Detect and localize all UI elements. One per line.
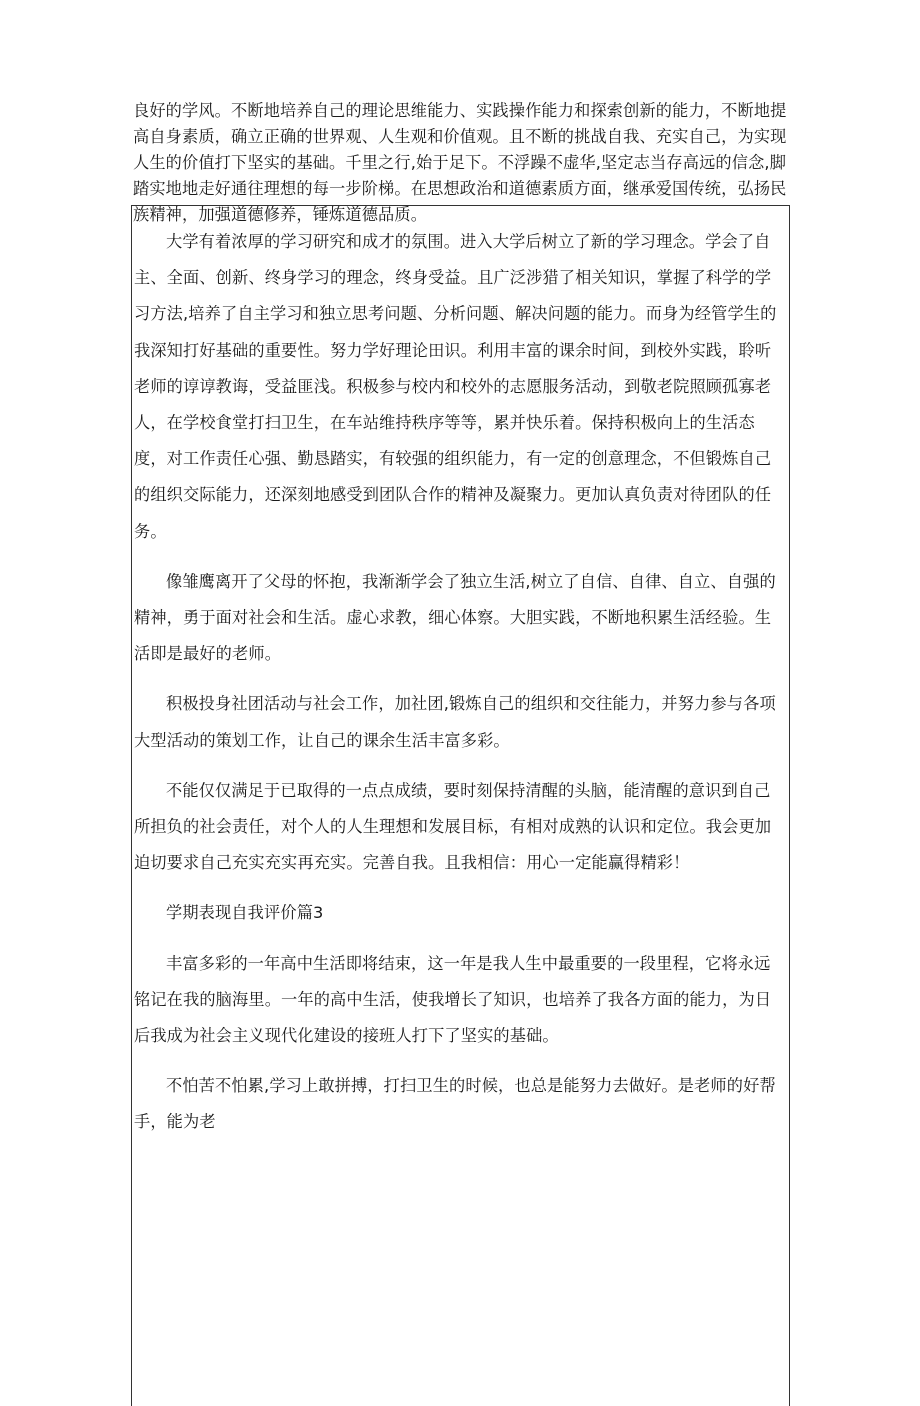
framed-content — [134, 224, 786, 1155]
paragraph-responsibility: 不能仅仅满足于已取得的一点点成绩，要时刻保持清醒的头脑，能清醒的意识到自己所担负的社会责任，对个人的人生理想和发展目标，有相对成熟的认识和定位。我会更加迫切要求自己充实充实再充实。完善自我。且我相信：用心一定能赢得精彩！ — [134, 780, 772, 873]
section-heading: 学期表现自我评价篇3 — [166, 903, 324, 923]
paragraph-study-atmosphere: 大学有着浓厚的学习研究和成才的氛围。进入大学后树立了新的学习理念。学会了自主、全面、创新、终身学习的理念，终身受益。且广泛涉猎了相关知识，掌握了科学的学习方法,培养了自主学习和独立思考问题、分析问题、解决问题的能力。而身为经管学生的我深知打好基础的重要性。努力学好理论田识。利用丰富的课余时间，到校外实践，聆听老师的谆谆教诲，受益匪浅。积极参与校内和校外的志愿服务活动，到敬老院照顾孤寡老人，在学校食堂打扫卫生，在车站维持秩序等等，累并快乐着。保持积极向上的生活态度，对工作责任心强、勤恳踏实，有较强的组织能力，有一定的创意理念，不但锻炼自己的组织交际能力，还深刻地感受到团队合作的精神及凝聚力。更加认真负责对待团队的任务。 — [134, 232, 777, 541]
paragraph-independent-life: 像雏鹰离开了父母的怀抱，我渐渐学会了独立生活,树立了自信、自律、自立、自强的精神，勇于面对社会和生活。虚心求教，细心体察。大胆实践，不断地积累生活经验。生活即是最好的老师。 — [134, 571, 776, 664]
top-paragraph: 良好的学风。不断地培养自己的理论思维能力、实践操作能力和探索创新的能力，不断地提高自身素质，确立正确的世界观、人生观和价值观。且不断的挑战自我、充实自己，为实现人生的价值打下坚实的基础。千里之行,始于足下。不浮躁不虚华,坚定志当存高远的信念,脚踏实地地走好通往理想的每一步阶梯。在思想政治和道德素质方面，继承爱国传统，弘扬民族精神，加强道德修养，锤炼道德品质。 — [133, 101, 787, 224]
paragraph-club-activities: 积极投身社团活动与社会工作，加社团,锻炼自己的组织和交往能力，并努力参与各项大型活动的策划工作，让自己的课余生活丰富多彩。 — [134, 694, 776, 750]
paragraph-hard-work: 不怕苦不怕累,学习上敢拼搏，打扫卫生的时候，也总是能努力去做好。是老师的好帮手，能为老 — [134, 1076, 776, 1132]
paragraph-high-school-life: 丰富多彩的一年高中生活即将结束，这一年是我人生中最重要的一段里程，它将永远铭记在我的脑海里。一年的高中生活，使我增长了知识，也培养了我各方面的能力，为日后我成为社会主义现代化建设的接班人打下了坚实的基础。 — [134, 953, 772, 1046]
